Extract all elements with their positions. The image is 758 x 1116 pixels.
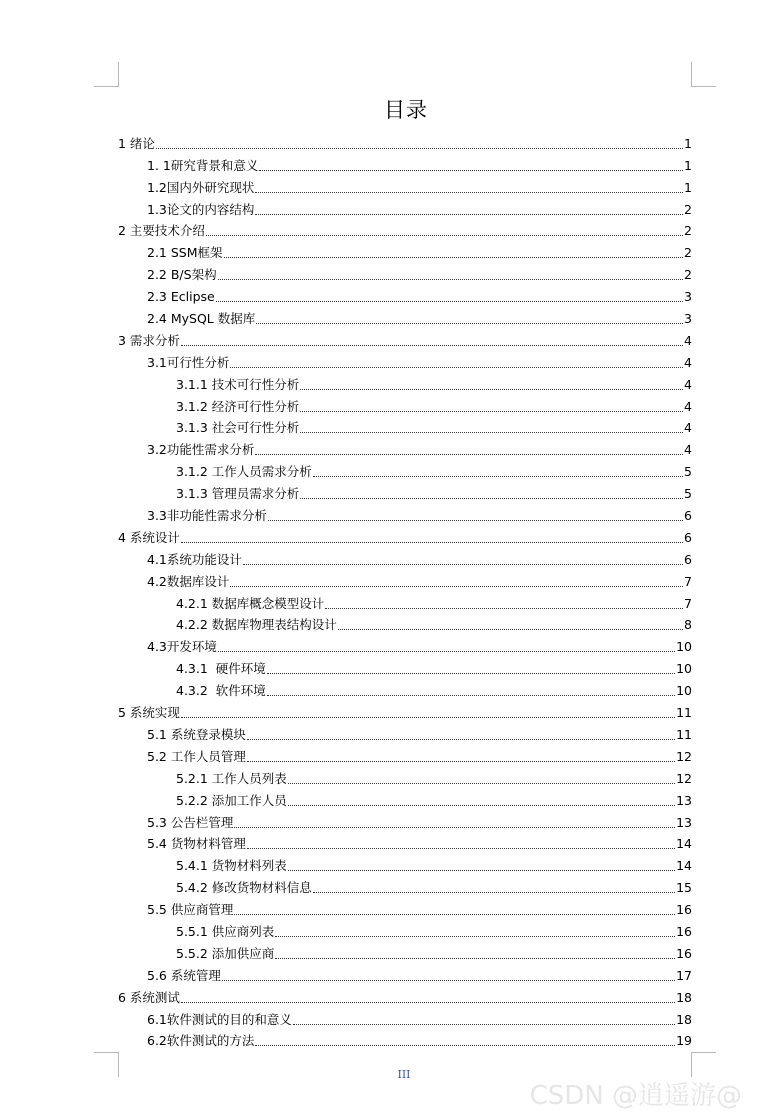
toc-entry[interactable] — [118, 721, 692, 743]
toc-entry-page: 5 — [684, 486, 692, 502]
dot-leader — [230, 586, 683, 587]
toc-entry-text: 4.1系统功能设计 — [147, 551, 242, 567]
toc-entry-text: 3.2功能性需求分析 — [147, 442, 255, 458]
toc-entry-page: 6 — [684, 529, 692, 545]
toc-entry[interactable] — [118, 852, 692, 874]
toc-entry[interactable] — [118, 962, 692, 984]
dot-leader — [243, 564, 683, 565]
toc-entry-page: 18 — [676, 989, 692, 1005]
dot-leader — [181, 345, 683, 346]
toc-entry-page: 11 — [676, 726, 692, 742]
dot-leader — [230, 367, 683, 368]
dot-leader — [255, 192, 683, 193]
toc-entry-text: 4.3.1 硬件环境 — [176, 661, 266, 677]
dot-leader — [181, 717, 675, 718]
toc-entry-page: 4 — [684, 354, 692, 370]
toc-entry-text: 6.2软件测试的方法 — [147, 1033, 255, 1049]
toc-entry-text: 2.2 B/S架构 — [147, 267, 217, 283]
toc-entry[interactable] — [118, 174, 692, 196]
margin-corner-mark — [691, 62, 716, 87]
toc-entry-page: 17 — [676, 967, 692, 983]
toc-entry-text: 5 系统实现 — [118, 705, 180, 721]
dot-leader — [218, 279, 683, 280]
toc-entry-page: 1 — [684, 135, 692, 151]
toc-entry[interactable] — [118, 655, 692, 677]
toc-entry-text: 3.1可行性分析 — [147, 354, 230, 370]
dot-leader — [300, 411, 683, 412]
dot-leader — [181, 542, 683, 543]
dot-leader — [247, 761, 675, 762]
toc-entry[interactable] — [118, 130, 692, 152]
toc-entry[interactable] — [118, 765, 692, 787]
toc-entry[interactable] — [118, 546, 692, 568]
toc-entry-text: 2.4 MySQL 数据库 — [147, 311, 256, 327]
toc-entry-page: 16 — [676, 923, 692, 939]
toc-entry[interactable] — [118, 568, 692, 590]
dot-leader — [300, 389, 683, 390]
toc-entry-page: 10 — [676, 683, 692, 699]
toc-entry-page: 4 — [684, 398, 692, 414]
dot-leader — [216, 301, 683, 302]
dot-leader — [288, 805, 675, 806]
dot-leader — [338, 629, 683, 630]
toc-entry-page: 4 — [684, 332, 692, 348]
toc-entry-text: 2 主要技术介绍 — [118, 223, 205, 239]
toc-entry-text: 1. 1研究背景和意义 — [147, 157, 259, 173]
toc-entry-text: 5.1 系统登录模块 — [147, 726, 246, 742]
toc-entry-text: 5.5.2 添加供应商 — [176, 945, 275, 961]
dot-leader — [325, 608, 683, 609]
toc-entry[interactable] — [118, 590, 692, 612]
dot-leader — [267, 695, 675, 696]
toc-entry-page: 18 — [676, 1011, 692, 1027]
toc-entry-text: 3.1.1 技术可行性分析 — [176, 376, 300, 392]
toc-entry-page: 19 — [676, 1033, 692, 1049]
toc-entry[interactable] — [118, 239, 692, 261]
toc-entry-text: 5.5.1 供应商列表 — [176, 923, 275, 939]
dot-leader — [259, 170, 683, 171]
toc-entry-text: 2.3 Eclipse — [147, 289, 215, 305]
toc-entry-page: 1 — [684, 179, 692, 195]
toc-entry-text: 3.1.2 工作人员需求分析 — [176, 464, 312, 480]
toc-entry-page: 6 — [684, 551, 692, 567]
toc-entry-text: 1.3论文的内容结构 — [147, 201, 255, 217]
toc-entry-text: 4.2.2 数据库物理表结构设计 — [176, 617, 337, 633]
toc-entry[interactable] — [118, 196, 692, 218]
toc-entry[interactable] — [118, 502, 692, 524]
toc-entry-page: 2 — [684, 267, 692, 283]
toc-entry-text: 5.2.1 工作人员列表 — [176, 770, 287, 786]
toc-entry-text: 4.3.2 软件环境 — [176, 683, 266, 699]
table-of-contents — [118, 130, 692, 1049]
toc-entry[interactable] — [118, 261, 692, 283]
toc-entry[interactable] — [118, 874, 692, 896]
toc-entry-page: 1 — [684, 157, 692, 173]
toc-entry[interactable] — [118, 305, 692, 327]
toc-entry[interactable] — [118, 1028, 692, 1050]
toc-entry-text: 1 绪论 — [118, 135, 155, 151]
toc-entry[interactable] — [118, 677, 692, 699]
toc-entry-text: 3 需求分析 — [118, 332, 180, 348]
dot-leader — [234, 914, 675, 915]
toc-entry-text: 5.6 系统管理 — [147, 967, 221, 983]
toc-entry[interactable] — [118, 787, 692, 809]
toc-entry-text: 5.2 工作人员管理 — [147, 748, 246, 764]
toc-entry-text: 4.3开发环境 — [147, 639, 217, 655]
margin-corner-mark — [94, 62, 119, 87]
toc-entry[interactable] — [118, 480, 692, 502]
toc-entry-page: 16 — [676, 902, 692, 918]
dot-leader — [313, 476, 683, 477]
toc-entry-text: 5.3 公告栏管理 — [147, 814, 234, 830]
toc-entry-text: 6.1软件测试的目的和意义 — [147, 1011, 292, 1027]
toc-entry[interactable] — [118, 436, 692, 458]
toc-entry[interactable] — [118, 393, 692, 415]
toc-entry-text: 5.4.2 修改货物材料信息 — [176, 880, 312, 896]
toc-entry-text: 2.1 SSM框架 — [147, 245, 223, 261]
toc-entry-page: 2 — [684, 201, 692, 217]
toc-entry[interactable] — [118, 415, 692, 437]
dot-leader — [255, 454, 683, 455]
page-number: III — [397, 1068, 411, 1081]
toc-entry-page: 13 — [676, 792, 692, 808]
dot-leader — [267, 673, 675, 674]
toc-entry-page: 14 — [676, 858, 692, 874]
toc-entry-text: 4.2.1 数据库概念模型设计 — [176, 595, 325, 611]
dot-leader — [293, 1024, 675, 1025]
toc-entry-page: 4 — [684, 442, 692, 458]
toc-entry-text: 5.4 货物材料管理 — [147, 836, 246, 852]
toc-entry-text: 4.2数据库设计 — [147, 573, 230, 589]
dot-leader — [256, 323, 683, 324]
dot-leader — [313, 892, 675, 893]
toc-entry[interactable] — [118, 458, 692, 480]
toc-entry[interactable] — [118, 984, 692, 1006]
toc-entry[interactable] — [118, 218, 692, 240]
toc-entry[interactable] — [118, 612, 692, 634]
toc-entry[interactable] — [118, 349, 692, 371]
dot-leader — [275, 958, 675, 959]
toc-entry-page: 5 — [684, 464, 692, 480]
toc-entry[interactable] — [118, 152, 692, 174]
toc-entry-text: 3.1.3 管理员需求分析 — [176, 486, 300, 502]
toc-entry-page: 8 — [684, 617, 692, 633]
toc-entry-text: 3.3非功能性需求分析 — [147, 508, 267, 524]
toc-entry[interactable] — [118, 633, 692, 655]
dot-leader — [268, 520, 683, 521]
dot-leader — [288, 783, 675, 784]
dot-leader — [181, 1002, 675, 1003]
dot-leader — [156, 148, 683, 149]
toc-entry[interactable] — [118, 283, 692, 305]
toc-entry-text: 3.1.3 社会可行性分析 — [176, 420, 300, 436]
toc-title: 目录 — [384, 98, 428, 122]
toc-entry-page: 3 — [684, 311, 692, 327]
watermark: CSDN @逍遥游@ — [529, 1081, 742, 1111]
toc-entry-text: 5.5 供应商管理 — [147, 902, 234, 918]
toc-entry-text: 4 系统设计 — [118, 529, 180, 545]
toc-entry-page: 10 — [676, 661, 692, 677]
dot-leader — [234, 827, 675, 828]
toc-entry[interactable] — [118, 371, 692, 393]
dot-leader — [218, 651, 675, 652]
dot-leader — [206, 235, 683, 236]
toc-entry[interactable] — [118, 1006, 692, 1028]
toc-entry[interactable] — [118, 896, 692, 918]
dot-leader — [288, 870, 675, 871]
toc-entry[interactable] — [118, 327, 692, 349]
toc-entry-page: 12 — [676, 770, 692, 786]
toc-entry-page: 3 — [684, 289, 692, 305]
dot-leader — [255, 1045, 675, 1046]
toc-entry-page: 12 — [676, 748, 692, 764]
toc-entry-page: 16 — [676, 945, 692, 961]
toc-entry-text: 3.1.2 经济可行性分析 — [176, 398, 300, 414]
dot-leader — [300, 498, 683, 499]
dot-leader — [300, 432, 683, 433]
toc-entry[interactable] — [118, 918, 692, 940]
toc-entry[interactable] — [118, 743, 692, 765]
toc-entry-page: 4 — [684, 420, 692, 436]
toc-entry-page: 11 — [676, 705, 692, 721]
toc-entry-page: 14 — [676, 836, 692, 852]
toc-entry[interactable] — [118, 940, 692, 962]
toc-entry-text: 5.4.1 货物材料列表 — [176, 858, 287, 874]
toc-entry-text: 6 系统测试 — [118, 989, 180, 1005]
toc-entry-page: 7 — [684, 595, 692, 611]
toc-entry-page: 4 — [684, 376, 692, 392]
toc-entry[interactable] — [118, 831, 692, 853]
toc-entry-text: 5.2.2 添加工作人员 — [176, 792, 287, 808]
toc-entry-page: 7 — [684, 573, 692, 589]
toc-entry-page: 15 — [676, 880, 692, 896]
dot-leader — [247, 848, 675, 849]
toc-entry-page: 2 — [684, 223, 692, 239]
toc-entry[interactable] — [118, 809, 692, 831]
dot-leader — [222, 980, 675, 981]
dot-leader — [247, 739, 675, 740]
dot-leader — [275, 936, 675, 937]
dot-leader — [224, 257, 683, 258]
toc-entry-page: 10 — [676, 639, 692, 655]
toc-entry[interactable] — [118, 524, 692, 546]
toc-entry-page: 13 — [676, 814, 692, 830]
toc-entry[interactable] — [118, 699, 692, 721]
toc-entry-page: 2 — [684, 245, 692, 261]
toc-entry-text: 1.2国内外研究现状 — [147, 179, 255, 195]
toc-entry-page: 6 — [684, 508, 692, 524]
dot-leader — [255, 214, 683, 215]
